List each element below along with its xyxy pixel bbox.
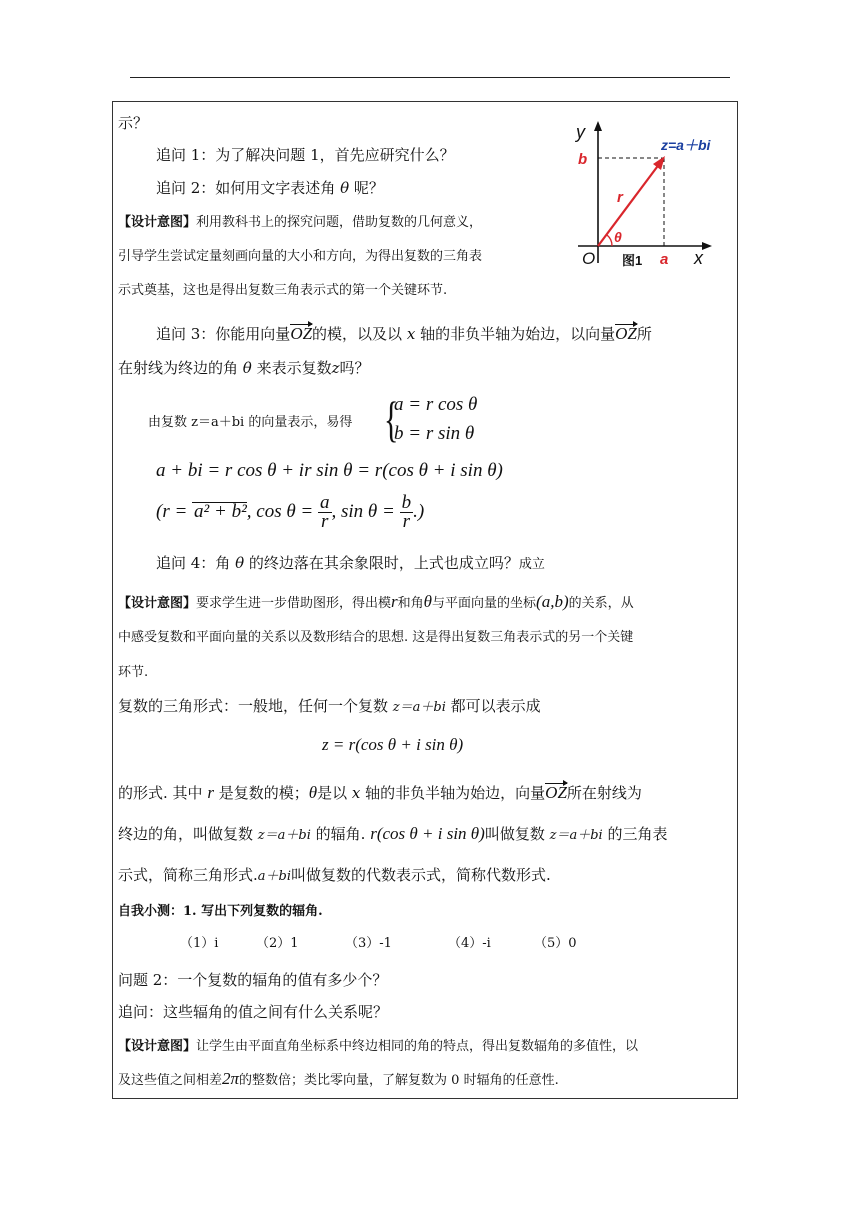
theta-arc [607,235,612,246]
fig-r-label: r [617,189,623,206]
trig-form-paragraph-3: 示式，简称三角形式.a＋bi叫做复数的代数表示式，简称代数形式. [118,866,551,884]
y-axis-arrow [594,121,602,131]
fig-origin-label: O [582,249,596,268]
self-test-option-2: （2）1 [256,936,299,951]
trig-form-definition: 复数的三角形式：一般地，任何一个复数 z＝a＋bi 都可以表示成 [118,697,541,715]
header-rule [130,77,730,78]
problem-2-follow-up: 追问：这些辐角的值之间有什么关系呢？ [118,1003,389,1021]
self-test-option-5: （5）0 [534,936,577,951]
design-intent-1-line-2: 引导学生尝试定量刻画向量的大小和方向，为得出复数的三角表 [118,249,483,264]
vector-oz [598,163,660,246]
text-line-1: 示？ [118,114,149,132]
trig-form-equation: z = r(cos θ + i sin θ) [322,735,464,754]
self-test-option-4: （4）-i [448,936,491,951]
fig-x-label: x [694,248,703,268]
trig-form-paragraph-2: 终边的角，叫做复数 z＝a＋bi 的辐角. r(cos θ + i sin θ)叫做复数 z＝a＋bi 的三角表 [118,824,668,843]
design-intent-1: 【设计意图】利用教科书上的探究问题，借助复数的几何意义， [118,215,483,230]
system-brace: { [384,391,399,447]
equation-2: (r = a² + b², cos θ = $\frac{a}{r}$ , sin θ = $\frac{b}{r}$ .) [156,492,425,532]
system-eq-1: a = r cos θ [394,394,478,415]
follow-up-1: 追问 1：为了解决问题 1，首先应研究什么？ [156,146,455,164]
design-intent-3-line-2: 及这些值之间相差2π的整数倍；类比零向量，了解复数为 0 时辐角的任意性. [118,1069,559,1088]
design-intent-3: 【设计意图】让学生由平面直角坐标系中终边相同的角的特点，得出复数辐角的多值性，以 [118,1039,639,1054]
fig-b-label: b [578,151,588,168]
trig-form-paragraph-1: 的形式. 其中 r 是复数的模；θ是以 x 轴的非负半轴为始边，向量OZ所在射线为 [118,783,642,802]
self-test-heading: 自我小测：1. 写出下列复数的辐角. [118,904,323,919]
vector-representation-text: 由复数 z＝a＋bi 的向量表示，易得 [148,415,353,430]
fig-theta-label: θ [614,229,622,245]
follow-up-3: 追问 3：你能用向量OZ的模，以及以 x 轴的非负半轴为始边，以向量OZ所 [156,324,652,343]
problem-2: 问题 2：一个复数的辐角的值有多少个？ [118,971,388,989]
design-intent-2-line-2: 中感受复数和平面向量的关系以及数形结合的思想. 这是得出复数三角表示式的另一个关键 [118,630,634,645]
design-intent-2-line-3: 环节. [118,665,149,680]
design-intent-1-line-3: 示式奠基，这也是得出复数三角表示式的第一个关键环节. [118,283,448,298]
self-test-option-3: （3）-1 [345,936,392,951]
design-intent-2: 【设计意图】要求学生进一步借助图形，得出模r和角θ与平面向量的坐标(a,b)的关系，从 [118,592,634,611]
follow-up-4: 追问 4：角 θ 的终边落在其余象限时，上式也成立吗？成立 [156,554,545,572]
complex-plane-figure [556,118,716,278]
fig-y-label: y [576,122,585,142]
fig-a-label: a [660,251,669,268]
system-eq-2: b = r sin θ [394,423,475,444]
follow-up-3-line-2: 在射线为终边的角 θ 来表示复数z吗？ [118,359,370,377]
fig-z-label: z=a＋bi [661,137,711,153]
x-axis-arrow [702,242,712,250]
fig-caption: 图1 [622,253,643,268]
self-test-option-1: （1）i [180,936,219,951]
follow-up-2: 追问 2：如何用文字表述角 θ 呢？ [156,179,384,197]
equation-1: a + bi = r cos θ + ir sin θ = r(cos θ + i sin θ) [156,460,503,481]
